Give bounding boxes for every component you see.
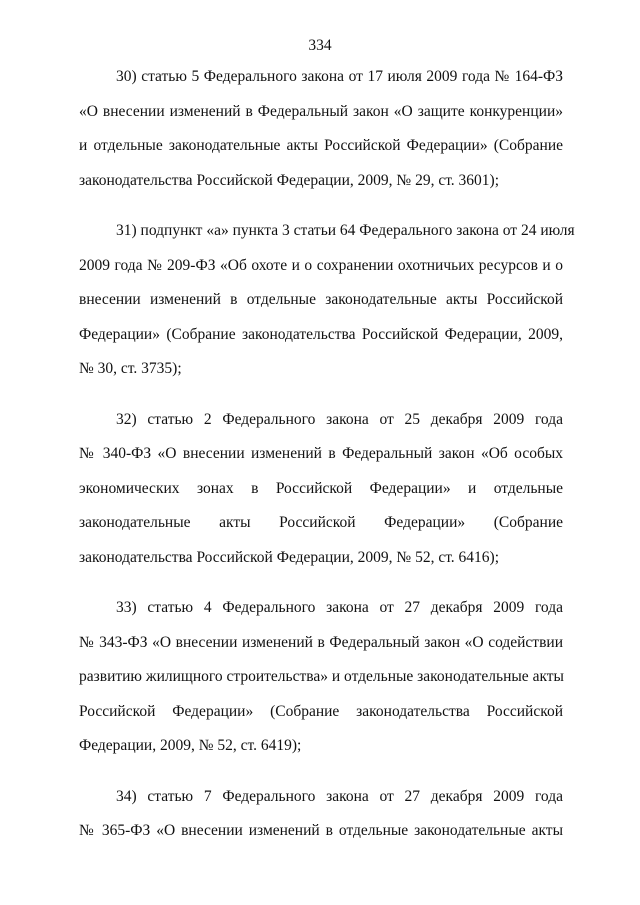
paragraph-line: внесении изменений в отдельные законодательные акты Российской: [79, 291, 563, 308]
paragraph-line: 2009 года № 209-ФЗ «Об охоте и о сохранении охотничьих ресурсов и о: [79, 256, 563, 274]
paragraph-line: развитию жилищного строительства» и отдельные законодательные акты: [79, 668, 564, 685]
paragraph-line: № 343-ФЗ «О внесении изменений в Федеральный закон «О содействии: [79, 633, 563, 651]
document-body: [79, 60, 575, 865]
paragraph-34: [79, 780, 563, 849]
paragraph-line: Федерации, 2009, № 52, ст. 6419);: [79, 737, 302, 754]
paragraph-line: 33) статью 4 Федерального закона от 27 декабря 2009 года: [116, 599, 563, 616]
paragraph-line: № 365-ФЗ «О внесении изменений в отдельные законодательные акты: [79, 822, 563, 839]
paragraph-line: законодательства Российской Федерации, 2009, № 52, ст. 6416);: [79, 548, 500, 566]
paragraph-line: 30) статью 5 Федерального закона от 17 июля 2009 года № 164-ФЗ: [116, 68, 563, 85]
paragraph-line: 31) подпункт «а» пункта 3 статьи 64 Федерального закона от 24 июля: [116, 222, 575, 239]
page-number: 334: [308, 37, 332, 54]
paragraph-line: Федерации» (Собрание законодательства Российской Федерации, 2009,: [79, 325, 563, 343]
paragraph-line: законодательства Российской Федерации, 2009, № 29, ст. 3601);: [79, 171, 500, 189]
paragraph-line: № 30, ст. 3735);: [79, 360, 182, 377]
paragraph-31: [79, 214, 575, 387]
paragraph-line: «О внесении изменений в Федеральный закон «О защите конкуренции»: [79, 102, 563, 120]
paragraph-32: [79, 403, 563, 576]
paragraph-line: экономических зонах в Российской Федерации» и отдельные: [79, 479, 563, 497]
paragraph-line: законодательные акты Российской Федерации» (Собрание: [79, 514, 563, 531]
paragraph-line: 34) статью 7 Федерального закона от 27 декабря 2009 года: [116, 787, 563, 805]
paragraph-line: 32) статью 2 Федерального закона от 25 декабря 2009 года: [116, 410, 563, 428]
paragraph-line: № 340-ФЗ «О внесении изменений в Федеральный закон «Об особых: [79, 445, 563, 462]
paragraph-line: и отдельные законодательные акты Российской Федерации» (Собрание: [79, 137, 563, 154]
paragraph-30: [79, 60, 563, 198]
paragraph-line: Российской Федерации» (Собрание законодательства Российской: [79, 702, 563, 720]
paragraph-33: [79, 591, 563, 764]
